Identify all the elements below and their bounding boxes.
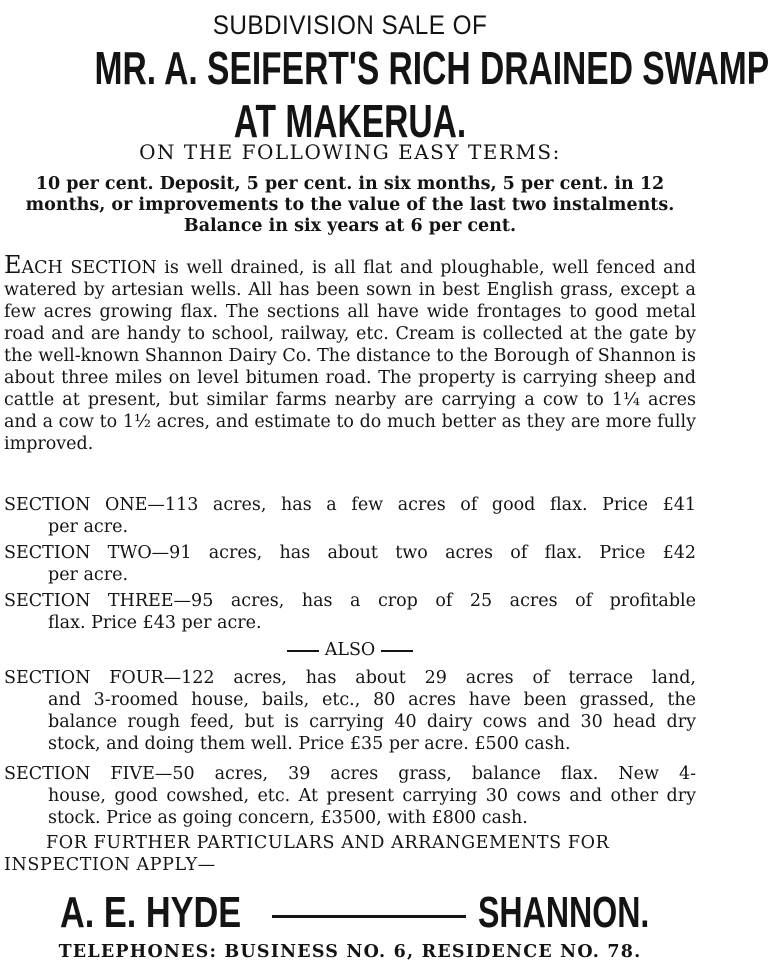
section-two-rest: per acre. xyxy=(48,565,129,585)
drop-cap: E xyxy=(4,251,22,279)
description-text: ACH SECTION is well drained, is all flat and ploughable, well fenced and watered by artesian wells. All has been sown in best English grass, except a few acres growing flax. The sections all have wide frontages to good metal road and are handy to school, railway, etc. Cream is collected at the gate by the well-known Shannon Dairy Co. The distance to the Borough of Shannon is about three miles on level bitumen road. The property is carrying sheep and cattle at present, but similar farms nearby are carrying a cow to 1¼ acres and a cow to 1½ acres, and estimate to do much better as they are more fully improved. xyxy=(4,258,696,454)
section-four xyxy=(4,667,696,755)
section-four-first-line: SECTION FOUR—122 acres, has about 29 acres of terrace land, xyxy=(4,668,696,688)
agent-town: SHANNON. xyxy=(478,888,650,937)
terms-heading: ON THE FOLLOWING EASY TERMS: xyxy=(139,140,561,164)
also-divider xyxy=(0,640,700,660)
section-five xyxy=(4,763,696,829)
section-one-first-line: SECTION ONE—113 acres, has a few acres of good flax. Price £41 xyxy=(4,495,696,515)
section-two xyxy=(4,542,696,586)
subtitle: SUBDIVISION SALE OF xyxy=(212,10,488,40)
particulars-line-2: INSPECTION APPLY— xyxy=(4,855,216,875)
section-two-first-line: SECTION TWO—91 acres, has about two acres of flax. Price £42 xyxy=(4,543,696,563)
section-five-rest: house, good cowshed, etc. At present carrying 30 cows and other dry stock. Price as going concern, £3500, with £800 cash. xyxy=(48,786,696,828)
agent-name: A. E. HYDE xyxy=(60,888,242,937)
section-four-rest: and 3-roomed house, bails, etc., 80 acres have been grassed, the balance rough feed, but is carrying 40 dairy cows and 30 head dry stock, and doing them well. Price £35 per acre. £500 cash. xyxy=(48,690,696,754)
terms-line-3: Balance in six years at 6 per cent. xyxy=(183,216,517,236)
telephones: TELEPHONES: BUSINESS NO. 6, RESIDENCE NO. 78. xyxy=(58,942,642,962)
section-one xyxy=(4,494,696,538)
signature-rule xyxy=(272,915,466,918)
headline-line-1: MR. A. SEIFERT'S RICH DRAINED SWAMP xyxy=(94,42,769,94)
section-three-first-line: SECTION THREE—95 acres, has a crop of 25 acres of profitable xyxy=(4,591,696,611)
section-one-rest: per acre. xyxy=(48,517,129,537)
agent-signature xyxy=(0,888,700,944)
also-rule-right xyxy=(381,650,413,652)
section-five-first-line: SECTION FIVE—50 acres, 39 acres grass, balance flax. New 4- xyxy=(4,764,696,784)
terms-line-1: 10 per cent. Deposit, 5 per cent. in six months, 5 per cent. in 12 xyxy=(35,174,665,194)
also-label: ALSO xyxy=(324,640,376,660)
headline-line-2: AT MAKERUA. xyxy=(233,95,467,147)
terms-line-2: months, or improvements to the value of the last two instalments. xyxy=(25,195,675,215)
description-paragraph xyxy=(4,251,696,455)
section-three-rest: flax. Price £43 per acre. xyxy=(48,613,262,633)
also-rule-left xyxy=(287,650,319,652)
particulars-line-1: FOR FURTHER PARTICULARS AND ARRANGEMENTS FOR xyxy=(46,833,610,853)
section-three xyxy=(4,590,696,634)
